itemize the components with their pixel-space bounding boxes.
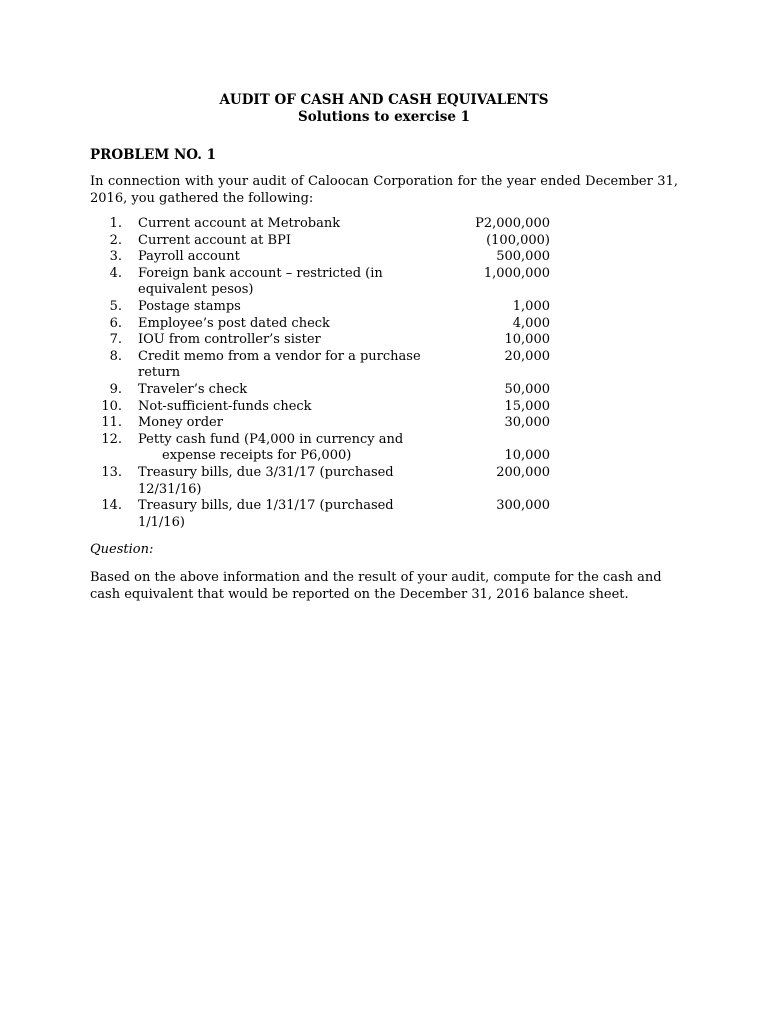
problem-intro: In connection with your audit of Caloocan Corporation for the year ended December 31, 2016, you gathered the following: [90, 174, 678, 206]
question-label: Question: [90, 542, 154, 558]
problem-label: PROBLEM NO. 1 [90, 147, 217, 163]
list-item [90, 249, 690, 266]
item-description: Not-sufficient-funds check [138, 398, 312, 414]
item-number: 4. [109, 265, 122, 281]
item-description: Treasury bills, due 3/31/17 (purchased 12/31/16) [138, 464, 394, 497]
list-item [90, 399, 690, 416]
item-number: 9. [109, 381, 122, 397]
list-item [90, 299, 690, 316]
item-number: 5. [109, 298, 122, 314]
item-number: 2. [109, 232, 122, 248]
list-item [90, 498, 690, 531]
list-item [90, 382, 690, 399]
list-item [90, 316, 690, 333]
list-item [90, 415, 690, 432]
list-item [90, 349, 690, 382]
question-text: Based on the above information and the result of your audit, compute for the cash and cash equivalent that would be reported on the December 31, 2016 balance sheet. [90, 570, 662, 603]
list-item [90, 432, 690, 465]
document-subtitle: Solutions to exercise 1 [297, 109, 471, 125]
item-description-line1: Petty cash fund (P4,000 in currency and [138, 431, 404, 447]
item-amount: 4,000 [512, 315, 550, 331]
item-description: Foreign bank account – restricted (in equivalent pesos) [138, 265, 383, 298]
item-amount: 1,000 [512, 298, 550, 314]
list-item [90, 266, 690, 299]
item-number: 11. [101, 415, 122, 431]
item-amount: 50,000 [504, 381, 550, 397]
item-number: 1. [109, 216, 122, 231]
list-item [90, 233, 690, 250]
item-description: Treasury bills, due 1/31/17 (purchased 1/1/16) [138, 498, 394, 530]
item-number: 7. [109, 332, 122, 348]
item-amount: 30,000 [504, 415, 550, 431]
item-description: Employee’s post dated check [138, 315, 330, 331]
item-description: Payroll account [138, 249, 240, 265]
list-item [90, 216, 690, 233]
item-number: 10. [101, 398, 122, 414]
item-number: 3. [109, 249, 122, 265]
item-number: 8. [109, 348, 122, 364]
item-amount: 200,000 [496, 464, 550, 480]
items-list [90, 216, 690, 531]
item-description-line2: expense receipts for P6,000) [162, 448, 352, 464]
item-number: 12. [101, 431, 122, 447]
item-description [122, 432, 438, 465]
item-amount: 10,000 [504, 448, 550, 464]
item-amount: 500,000 [496, 249, 550, 265]
document-title: AUDIT OF CASH AND CASH EQUIVALENTS [219, 92, 549, 108]
item-description: Postage stamps [138, 298, 241, 314]
document-page [90, 92, 690, 603]
item-description: Traveler’s check [138, 381, 248, 397]
item-description: Current account at Metrobank [138, 216, 341, 231]
item-number: 13. [101, 464, 122, 480]
item-amount: 300,000 [496, 498, 550, 514]
list-item [90, 332, 690, 349]
item-description: Credit memo from a vendor for a purchase return [138, 348, 421, 381]
list-item [90, 465, 690, 498]
item-number: 6. [109, 315, 122, 331]
item-amount: 20,000 [504, 348, 550, 364]
item-description: Current account at BPI [138, 232, 291, 248]
item-description: IOU from controller’s sister [138, 332, 321, 348]
item-amount: 15,000 [504, 398, 550, 414]
item-amount: (100,000) [486, 232, 550, 248]
item-amount: 1,000,000 [483, 265, 550, 281]
item-amount: 10,000 [504, 332, 550, 348]
item-number: 14. [101, 498, 122, 514]
item-amount: P2,000,000 [475, 216, 550, 231]
item-description: Money order [138, 415, 223, 431]
